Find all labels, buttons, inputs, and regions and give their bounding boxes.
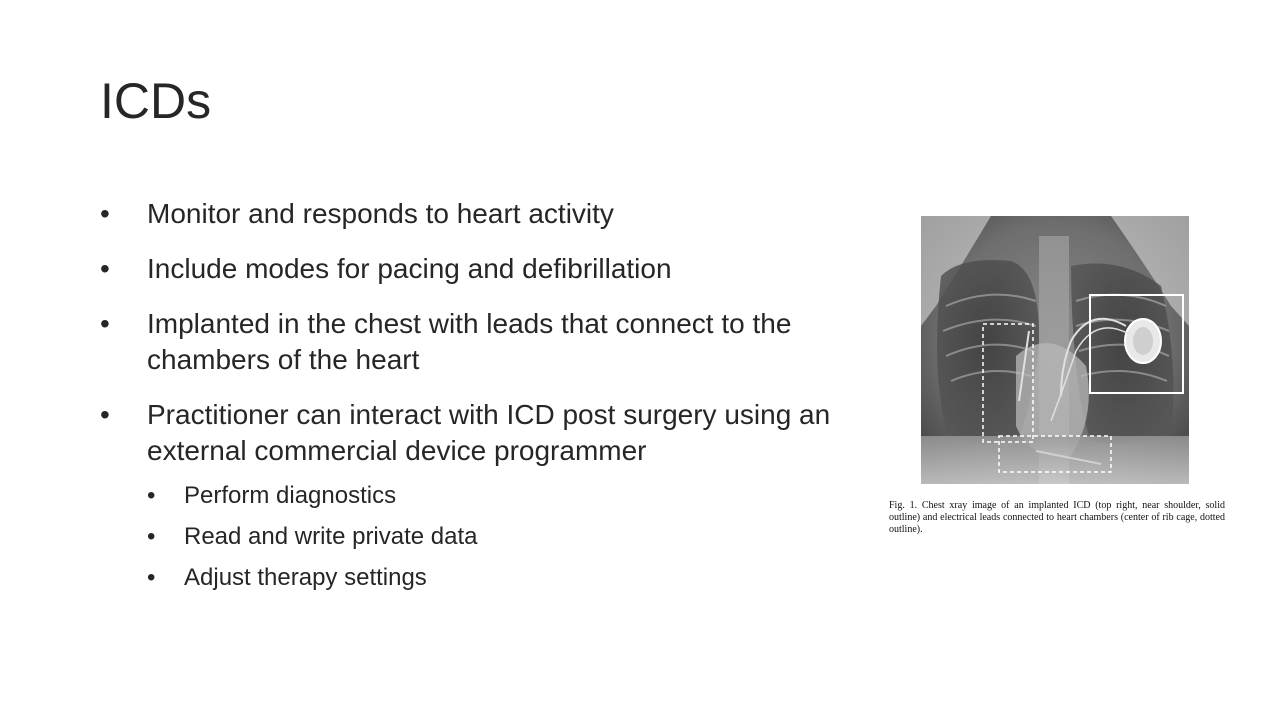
chest-xray-image: [921, 216, 1189, 484]
sub-bullet-text: Adjust therapy settings: [184, 564, 427, 591]
bullet-item: [100, 397, 860, 469]
bullet-text: Practitioner can interact with ICD post surgery using an external commercial device programmer: [147, 399, 831, 466]
bullet-item: [100, 306, 860, 378]
bullet-dot: •: [100, 198, 110, 229]
slide-title: ICDs: [100, 73, 212, 129]
sub-bullet-text: Perform diagnostics: [184, 482, 397, 509]
bullet-item: [100, 251, 860, 287]
bullet-dot: •: [100, 253, 110, 284]
sub-bullet-text: Read and write private data: [184, 523, 478, 550]
sub-bullet-item: [147, 481, 860, 511]
bullet-text: Include modes for pacing and defibrillation: [147, 253, 672, 284]
bullet-list: [100, 196, 860, 604]
bullet-item: [100, 196, 860, 232]
sub-bullet-item: [147, 563, 860, 593]
bullet-dot: •: [100, 308, 110, 339]
bullet-dot: •: [100, 399, 110, 430]
sub-bullet-dot: •: [147, 523, 156, 550]
xray-svg: [921, 216, 1189, 484]
sub-bullet-dot: •: [147, 482, 156, 509]
bullet-text: Monitor and responds to heart activity: [147, 198, 614, 229]
sub-bullet-item: [147, 522, 860, 552]
bullet-text: Implanted in the chest with leads that connect to the chambers of the heart: [147, 308, 792, 375]
figure-caption: Fig. 1. Chest xray image of an implanted ICD (top right, near shoulder, solid outline) and electrical leads connected to heart chambers (center of rib cage, dotted outline).: [889, 500, 1225, 535]
sub-bullet-dot: •: [147, 564, 156, 591]
